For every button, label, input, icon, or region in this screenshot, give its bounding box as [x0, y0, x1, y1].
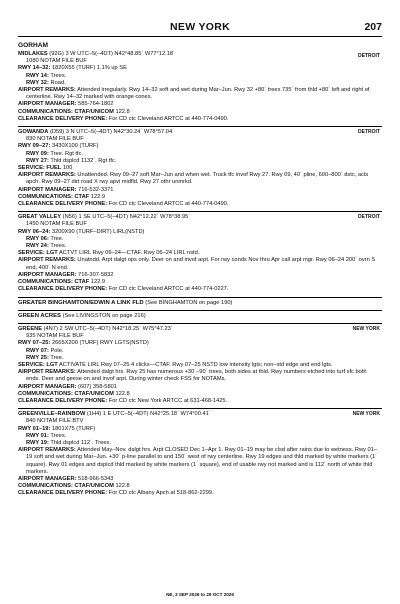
- clearance-delivery: For CD ctc Cleveland ARTCC at 440-774-0490.: [108, 201, 229, 208]
- airport-entry-greenville-rainbow: NEW YORK GREENVILLE–RAINBOW (1H4) 1 E UTC–5(–4DT) N42°25.18´ W74°00.41´ 840 NOTAM FILE BTV RWY 01–19: 1801X75 (TURF) RWY 01: Trees. RWY 19: Thld dsplcd 112´. Trees. AIRPORT REMARKS: Attended May–Nov. dalgt hrs. Arpt CLOSED Dec 1–Apr 1. Rwy 01–19 may be clsd after rains due to wetness. Rwy 01–19 soft and wet during Mar–Jun. +30´ p-line parallel to and 150´ west of rwy centerline. Rwy 19 edges and thld marked by white markers (1´ square). Rwy 01 edges and dsplcd thld marked by white markers (1´ square), end of usable rwy not marked and is 112´ north of white thld markers. AIRPORT MANAGER: 518-966-5343 COMMUNICATIONS: CTAF/UNICOM 122.8 CLEARANCE DELIVERY PHONE: For CD ctc Albany Apch at 518-862-2299.: [18, 408, 382, 497]
- airport-location: 2 SW UTC–5(–4DT) N42°18.25´ W75°47.23´: [59, 325, 173, 332]
- airport-ident: (N56): [62, 214, 77, 221]
- clearance-delivery: For CD ctc Cleveland ARTCC at 440-774-0227.: [108, 286, 229, 293]
- page-footer: NE, 3 SEP 2026 to 29 OCT 2026: [166, 592, 234, 597]
- clearance-delivery: For CD ctc Cleveland ARTCC at 440-774-0490.: [108, 115, 229, 122]
- sectional-chart-label: NEW YORK: [352, 411, 380, 418]
- ctaf-frequency: 122.8: [115, 390, 130, 397]
- city-heading: GORHAM: [18, 42, 49, 49]
- elevation-notam: 935 NOTAM FILE BUF: [26, 333, 84, 340]
- runway-info: 1801X75 (TURF): [51, 425, 96, 432]
- airport-remarks: AIRPORT REMARKS: Unatndd. Arpt dalgt ops only. Deer on and invof arpt. For rwy conds Nov thru Apr call arpt mgr. Rwy 06–24 200´ ovrn S end, 400´ N end.: [18, 257, 376, 271]
- airport-entry-gowanda: DETROIT GOWANDA (D59) 3 N UTC–5(–4DT) N42°30.24´ W78°57.04´ 830 NOTAM FILE BUF RWY 09–27: 3430X100 (TURF) RWY 09: Tree. Rgt tfc. RWY 27: Thld dsplcd 1132´. Rgt tfc. SERVICE: FUEL 100 AIRPORT REMARKS: Unattended. Rwy 09–27 soft Mar–Jun and when wet. Truck tfc invof Rwy 27. Rwy 09, 40´ pline, 600–800´ dstc, acts apch. Rwy 09–27 dirt road X rwy apvi midfld. Rwy 27 othr unmrkd. AIRPORT MANAGER: 716-532-3371 COMMUNICATIONS: CTAF 122.9 CLEARANCE DELIVERY PHONE: For CD ctc Cleveland ARTCC at 440-774-0490.: [18, 126, 382, 208]
- airport-location: 3 W UTC–5(–4DT) N42°48.85´ W77°12.18´: [65, 51, 175, 57]
- sectional-chart-label: DETROIT: [358, 129, 380, 136]
- airport-name: GREENE: [18, 325, 43, 332]
- airport-remarks: AIRPORT REMARKS: Unattended. Rwy 09–27 soft Mar–Jun and when wet. Truck tfc invof Rwy 27. Rwy 09, 40´ pline, 600–800´ dstc, acts apch. Rwy 09–27 dirt road X rwy apvi midfld. Rwy 27 othr unmrkd.: [18, 172, 369, 186]
- airport-manager-phone: 518-966-5343: [78, 475, 114, 482]
- airport-name: GOWANDA: [18, 129, 49, 136]
- clearance-delivery: For CD ctc New York ARTCC at 631-468-1425.: [108, 397, 228, 404]
- elevation-notam: 830 NOTAM FILE BUF: [26, 136, 84, 143]
- airport-name: GREATER BINGHAMTON/EDWIN A LINK FLD: [18, 299, 144, 306]
- cross-reference-green-acres: [18, 310, 382, 320]
- airport-name: GREEN ACRES: [18, 312, 61, 319]
- lighting-service: ACTVT LIRL Rwy 06–24—CTAF. Rwy 06–24 LIRL nstd.: [59, 250, 200, 257]
- page-number: 207: [364, 21, 382, 33]
- airport-location: 3 N UTC–5(–4DT) N42°30.24´ W78°57.04´: [65, 129, 174, 136]
- directory-content: [18, 42, 382, 498]
- airport-manager-phone: 585-764-1802: [78, 101, 114, 108]
- clearance-delivery: For CD ctc Albany Apch at 518-862-2299.: [108, 490, 214, 497]
- airport-manager-phone: (607) 358-5801: [78, 383, 117, 390]
- ctaf-frequency: 122.9: [90, 193, 106, 200]
- lighting-service: SERVICE: LGT ACTIVATE LIRL Rwy 07–25 4 clicks—CTAF. Rwy 07–25 NSTD low intensity lgts; non–std edge and end lgts.: [18, 361, 333, 368]
- sectional-chart-label: DETROIT: [358, 214, 380, 221]
- airport-location: 1 SE UTC–5(–4DT) N42°12.22´ W78°38.95´: [78, 214, 191, 221]
- cross-reference-greater-binghamton: [18, 297, 382, 307]
- fuel-service: 100: [62, 165, 73, 172]
- runway-info: 1820X55 (TURF) 1.1% up SE: [51, 65, 127, 72]
- airport-name: GREENVILLE–RAINBOW: [18, 411, 86, 418]
- airport-entry-great-valley: DETROIT GREAT VALLEY (N56) 1 SE UTC–5(–4DT) N42°12.22´ W78°38.95´ 1450 NOTAM FILE BUF RWY 06–24: 3200X90 (TURF–DIRT) LIRL(NSTD) RWY 06: Tree. RWY 24: Trees. SERVICE: LGT ACTVT LIRL Rwy 06–24—CTAF. Rwy 06–24 LIRL nstd. AIRPORT REMARKS: Unatndd. Arpt dalgt ops only. Deer on and invof arpt. For rwy conds Nov thru Apr call arpt mgr. Rwy 06–24 200´ ovrn S end, 400´ N end. AIRPORT MANAGER: 716-307-5832 COMMUNICATIONS: CTAF 122.9 CLEARANCE DELIVERY PHONE: For CD ctc Cleveland ARTCC at 440-774-0227.: [18, 211, 382, 293]
- page-header: [0, 0, 400, 40]
- airport-ident: (1H4): [86, 411, 102, 418]
- cross-reference: (See LIVINGSTON on page 216): [62, 312, 146, 319]
- elevation-notam: 1080 NOTAM FILE BUF: [26, 58, 87, 65]
- airport-entry-greene: NEW YORK GREENE (4N7) 2 SW UTC–5(–4DT) N42°18.25´ W75°47.23´ 935 NOTAM FILE BUF RWY 07–25: 2665X200 (TURF) RWY LGTS(NSTD) RWY 07: Pole. RWY 25: Tree. SERVICE: LGT ACTIVATE LIRL Rwy 07–25 4 clicks—CTAF. Rwy 07–25 NSTD low intensity lgts; non–std edge and end lgts. AIRPORT REMARKS: Attended dalgt hrs. Rwy 25 has numerous +30´–90´ trees, both sides at thld. Rwy numbers etched into turf sfc both ends. Deer and geese on and invof arpt. During winter check FSS for NOTAMs. AIRPORT MANAGER: (607) 358-5801 COMMUNICATIONS: CTAF/UNICOM 122.8 CLEARANCE DELIVERY PHONE: For CD ctc New York ARTCC at 631-468-1425.: [18, 323, 382, 405]
- airport-ident: (D59): [49, 129, 65, 136]
- elevation-notam: 1450 NOTAM FILE BUF: [26, 221, 87, 228]
- ctaf-frequency: 122.8: [115, 108, 130, 115]
- header-rule: [18, 36, 382, 37]
- page-title: NEW YORK: [170, 21, 230, 33]
- airport-ident: (4N7): [43, 325, 58, 332]
- runway-info: 2665X200 (TURF) RWY LGTS(NSTD): [51, 340, 149, 347]
- runway-info: 3200X90 (TURF–DIRT) LIRL(NSTD): [51, 228, 145, 235]
- airport-name: GREAT VALLEY: [18, 214, 62, 221]
- airport-remarks: AIRPORT REMARKS: Attended irregularly. Rwy 14–32 soft and wet during Mar–Jun. Rwy 32 +80´ trees 735´ from thld +80´ left and right of centerline. Rwy 14–32 marked with orange cones.: [18, 87, 370, 101]
- sectional-chart-label: DETROIT: [358, 53, 380, 59]
- airport-ident: (92G): [49, 51, 64, 57]
- airport-location: 1 E UTC–5(–4DT) N42°25.18´ W74°00.41´: [102, 411, 211, 418]
- ctaf-frequency: 122.8: [115, 483, 130, 490]
- airport-remarks: AIRPORT REMARKS: Attended May–Nov. dalgt hrs. Arpt CLOSED Dec 1–Apr 1. Rwy 01–19 may be clsd after rains due to wetness. Rwy 01–19 soft and wet during Mar–Jun. +30´ p-line parallel to and 150´ west of rwy centerline. Rwy 19 edges and thld marked by white markers (1´ square). Rwy 01 edges and dsplcd thld marked by white markers (1´ square), end of usable rwy not marked and is 112´ north of white thld markers.: [18, 447, 378, 475]
- elevation-notam: 840 NOTAM FILE BTV: [26, 418, 84, 425]
- airport-manager-phone: 716-307-5832: [78, 271, 114, 278]
- airport-entry-midlakes: DETROIT MIDLAKES (92G) 3 W UTC–5(–4DT) N42°48.85´ W77°12.18´ 1080 NOTAM FILE BUF RWY 14–32: 1820X55 (TURF) 1.1% up SE RWY 14: Trees. RWY 32: Road. AIRPORT REMARKS: Attended irregularly. Rwy 14–32 soft and wet during Mar–Jun. Rwy 32 +80´ trees 735´ from thld +80´ left and right of centerline. Rwy 14–32 marked with orange cones. AIRPORT MANAGER: 585-764-1802 COMMUNICATIONS: CTAF/UNICOM 122.8 CLEARANCE DELIVERY PHONE: For CD ctc Cleveland ARTCC at 440-774-0490.: [18, 51, 380, 122]
- airport-remarks: AIRPORT REMARKS: Attended dalgt hrs. Rwy 25 has numerous +30´–90´ trees, both sides at thld. Rwy numbers etched into turf sfc both ends. Deer and geese on and invof arpt. During winter check FSS for NOTAMs.: [18, 369, 367, 383]
- cross-reference: (See BINGHAMTON on page 190): [145, 299, 233, 306]
- ctaf-frequency: 122.9: [90, 279, 106, 286]
- airport-manager-phone: 716-532-3371: [78, 186, 114, 193]
- runway-info: 3430X100 (TURF): [51, 143, 99, 150]
- sectional-chart-label: NEW YORK: [352, 325, 380, 332]
- airport-name: MIDLAKES: [18, 51, 48, 57]
